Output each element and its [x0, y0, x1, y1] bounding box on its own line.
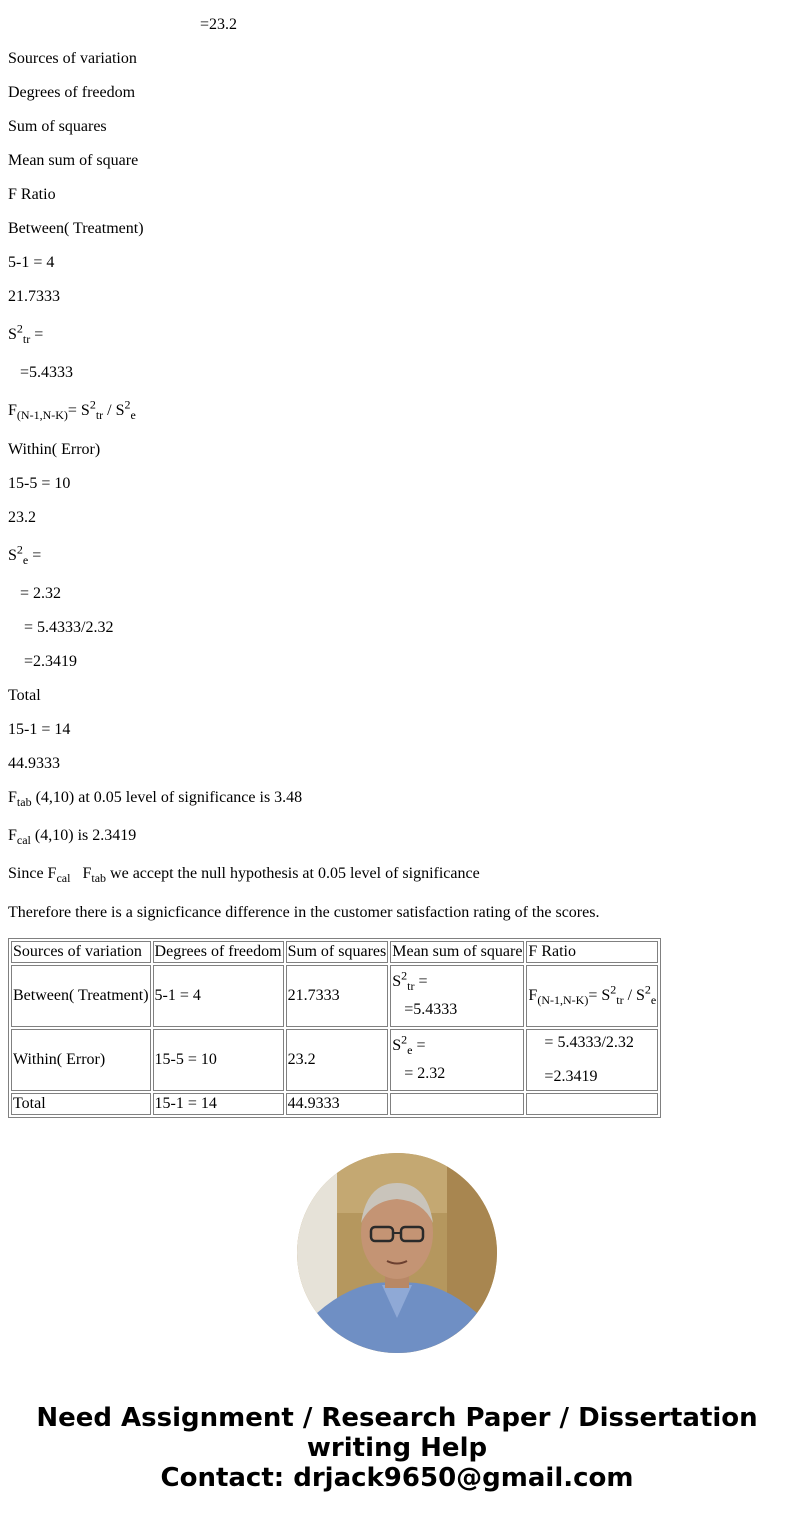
table-header-cell: Sources of variation — [11, 941, 151, 963]
text-line: F Ratio — [8, 186, 56, 203]
table-cell-value: =2.3419 — [544, 1068, 598, 1085]
formula-f-ratio: $F_{(N-1,N-K)}= S^2_{tr} / S^2_e$ — [8, 397, 136, 423]
fcal-line: $F_{cal}$ (4,10) is 2.3419 — [8, 827, 137, 848]
table-row — [11, 1093, 658, 1115]
text-line: Degrees of freedom — [8, 84, 136, 101]
table-header-cell: F Ratio — [526, 941, 658, 963]
table-cell: 15-5 = 10 — [153, 1029, 284, 1091]
formula-s2tr: $S^2_{tr}$ = — [392, 968, 428, 994]
text-line: Therefore there is a signicficance difference in the customer satisfaction rating of the scores. — [8, 904, 600, 921]
text-line: = 2.32 — [20, 585, 62, 602]
author-photo — [297, 1153, 497, 1353]
table-cell: Total — [11, 1093, 151, 1115]
formula-s2e: $S^2_e$ = — [8, 542, 42, 568]
table-cell-value: =5.4333 — [404, 1001, 458, 1018]
table-cell — [526, 965, 658, 1027]
table-cell-value: = 5.4333/2.32 — [544, 1034, 634, 1051]
table-header-cell: Degrees of freedom — [153, 941, 284, 963]
text-line: Mean sum of square — [8, 152, 139, 169]
anova-table — [8, 938, 661, 1118]
table-header-cell: Sum of squares — [286, 941, 389, 963]
text-line: Sum of squares — [8, 118, 107, 135]
text-line: 15-5 = 10 — [8, 475, 71, 492]
table-cell: 44.9333 — [286, 1093, 389, 1115]
text-line: =23.2 — [200, 16, 238, 33]
text-line: Total — [8, 687, 41, 704]
text-line: 15-1 = 14 — [8, 721, 71, 738]
table-header-row — [11, 941, 658, 963]
table-cell: 21.7333 — [286, 965, 389, 1027]
table-row — [11, 1029, 658, 1091]
table-row — [11, 965, 658, 1027]
text-line: Sources of variation — [8, 50, 137, 67]
table-cell — [390, 1093, 524, 1115]
portrait-image — [297, 1153, 497, 1353]
banner-line: Need Assignment / Research Paper / Dissertation — [36, 1403, 758, 1433]
text-line: 21.7333 — [8, 288, 60, 305]
table-cell: 15-1 = 14 — [153, 1093, 284, 1115]
table-cell — [390, 1029, 524, 1091]
text-line: Within( Error) — [8, 441, 101, 458]
text-line: =5.4333 — [20, 364, 74, 381]
conclusion-line: Since $F_{cal}$ $F_{tab}$ we accept the null hypothesis at 0.05 level of significance — [8, 865, 480, 886]
table-cell: Between( Treatment) — [11, 965, 151, 1027]
formula-s2e: $S^2_e$ = — [392, 1032, 426, 1058]
table-cell: Within( Error) — [11, 1029, 151, 1091]
table-cell: 5-1 = 4 — [153, 965, 284, 1027]
contact-email: Contact: drjack9650@gmail.com — [160, 1463, 634, 1493]
table-cell — [526, 1093, 658, 1115]
table-cell — [390, 965, 524, 1027]
banner-line: writing Help — [306, 1433, 488, 1463]
text-line: 23.2 — [8, 509, 36, 526]
text-line: Between( Treatment) — [8, 220, 144, 237]
text-line: 44.9333 — [8, 755, 60, 772]
table-cell: 23.2 — [286, 1029, 389, 1091]
table-cell — [526, 1029, 658, 1091]
text-line: = 5.4333/2.32 — [24, 619, 114, 636]
table-cell-value: = 2.32 — [404, 1065, 446, 1082]
table-header-cell: Mean sum of square — [390, 941, 524, 963]
contact-banner — [0, 1403, 794, 1493]
text-line: =2.3419 — [24, 653, 78, 670]
text-line: 5-1 = 4 — [8, 254, 55, 271]
formula-s2tr: $S^2_{tr}$ = — [8, 321, 44, 347]
formula-f-ratio: $F_{(N-1,N-K)}= S^2_{tr} / S^2_e$ — [528, 982, 657, 1008]
ftab-line: $F_{tab}$ (4,10) at 0.05 level of significance is 3.48 — [8, 789, 303, 810]
